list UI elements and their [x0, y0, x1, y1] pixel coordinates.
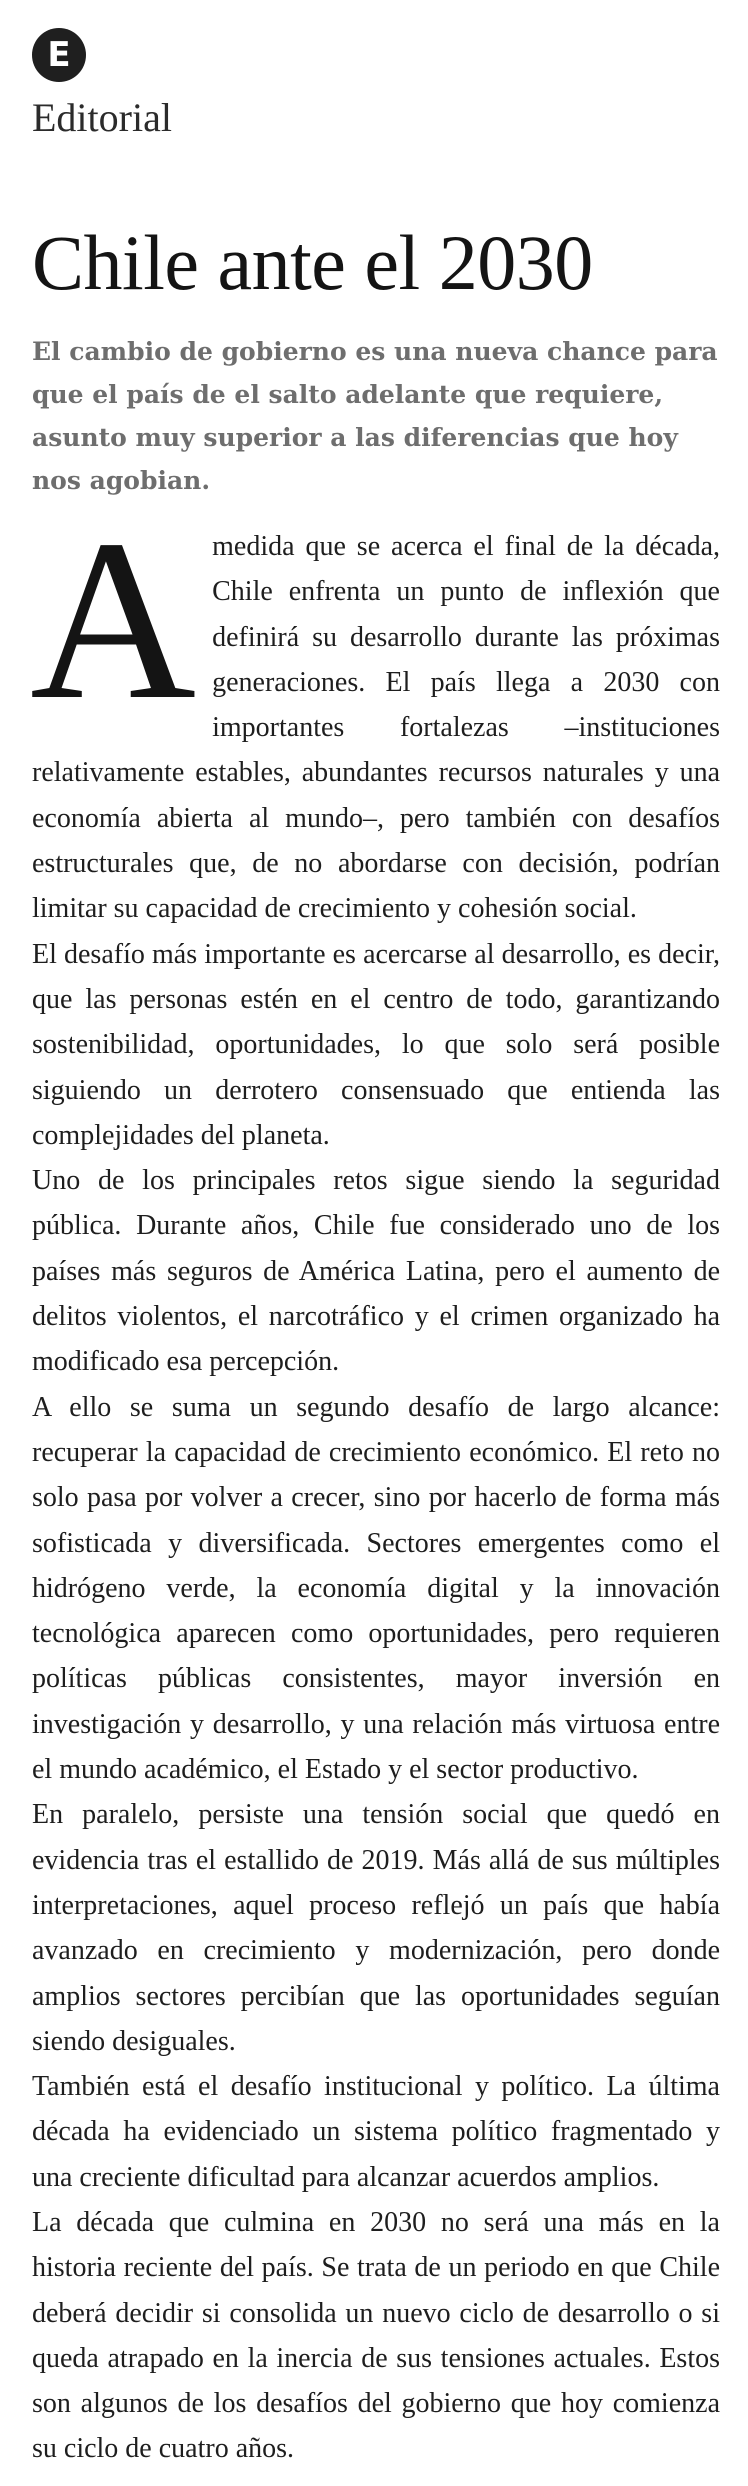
article-body [30, 492, 720, 2472]
paragraph-6: También está el desafío institucional y político. La última década ha evidenciado un sistema político fragmentado y una creciente dificultad para alcanzar acuerdos amplios. [32, 2071, 720, 2193]
article-title: Chile ante el 2030 [32, 219, 593, 306]
paragraph-3: Uno de los principales retos sigue siendo la seguridad pública. Durante años, Chile fue considerado uno de los países más seguros de América Latina, pero el aumento de delitos violentos, el narcotráfico y el crimen organizado ha modificado esa percepción. [32, 1165, 720, 1378]
section-label: Editorial [32, 95, 172, 140]
paragraph-7: La década que culmina en 2030 no será una más en la historia reciente del país. Se trata de un periodo en que Chile deberá decidir si consolida un nuevo ciclo de desarrollo o si queda atrapado en la inercia de sus tensiones actuales. Estos son algunos de los desafíos del gobierno que hoy comienza su ciclo de cuatro años. [32, 2206, 720, 2465]
paragraph-1 [30, 492, 720, 932]
header [32, 28, 720, 86]
editorial-page [32, 28, 720, 2472]
paragraph-4: A ello se suma un segundo desafío de largo alcance: recuperar la capacidad de crecimiento económico. El reto no solo pasa por volver a crecer, sino por hacerlo de forma más sofisticada y diversificada. Sectores emergentes como el hidrógeno verde, la economía digital y la innovación tecnológica aparecen como oportunidades, pero requieren políticas públicas consistentes, mayor inversión en investigación y desarrollo, y una relación más virtuosa entre el mundo académico, el Estado y el sector productivo. [32, 1391, 720, 1786]
section-badge: E [32, 28, 86, 82]
paragraph-5: En paralelo, persiste una tensión social que quedó en evidencia tras el estallido de 2019. Más allá de sus múltiples interpretaciones, aquel proceso reflejó un país que había avanzado en crecimiento y modernización, pero donde amplios sectores percibían que las oportunidades seguían siendo desiguales. [32, 1799, 720, 2057]
paragraph-1-text: medida que se acerca el final de la década, Chile enfrenta un punto de inflexión que definirá su desarrollo durante las próximas generaciones. El país llega a 2030 con importantes fortalezas –instituciones relativamente estables, abundantes recursos naturales y una economía abierta al mundo–, pero también con desafíos estructurales que, de no abordarse con decisión, podrían limitar su capacidad de crecimiento y cohesión social. [32, 531, 720, 925]
drop-cap: A [30, 492, 197, 747]
paragraph-2: El desafío más importante es acercarse al desarrollo, es decir, que las personas estén en el centro de todo, garantizando sostenibilidad, oportunidades, lo que solo será posible siguiendo un derrotero consensuado que entienda las complejidades del planeta. [32, 938, 720, 1151]
article-subtitle: El cambio de gobierno es una nueva chance para que el país de el salto adelante que requiere, asunto muy superior a las diferencias que hoy nos agobian. [32, 337, 718, 495]
